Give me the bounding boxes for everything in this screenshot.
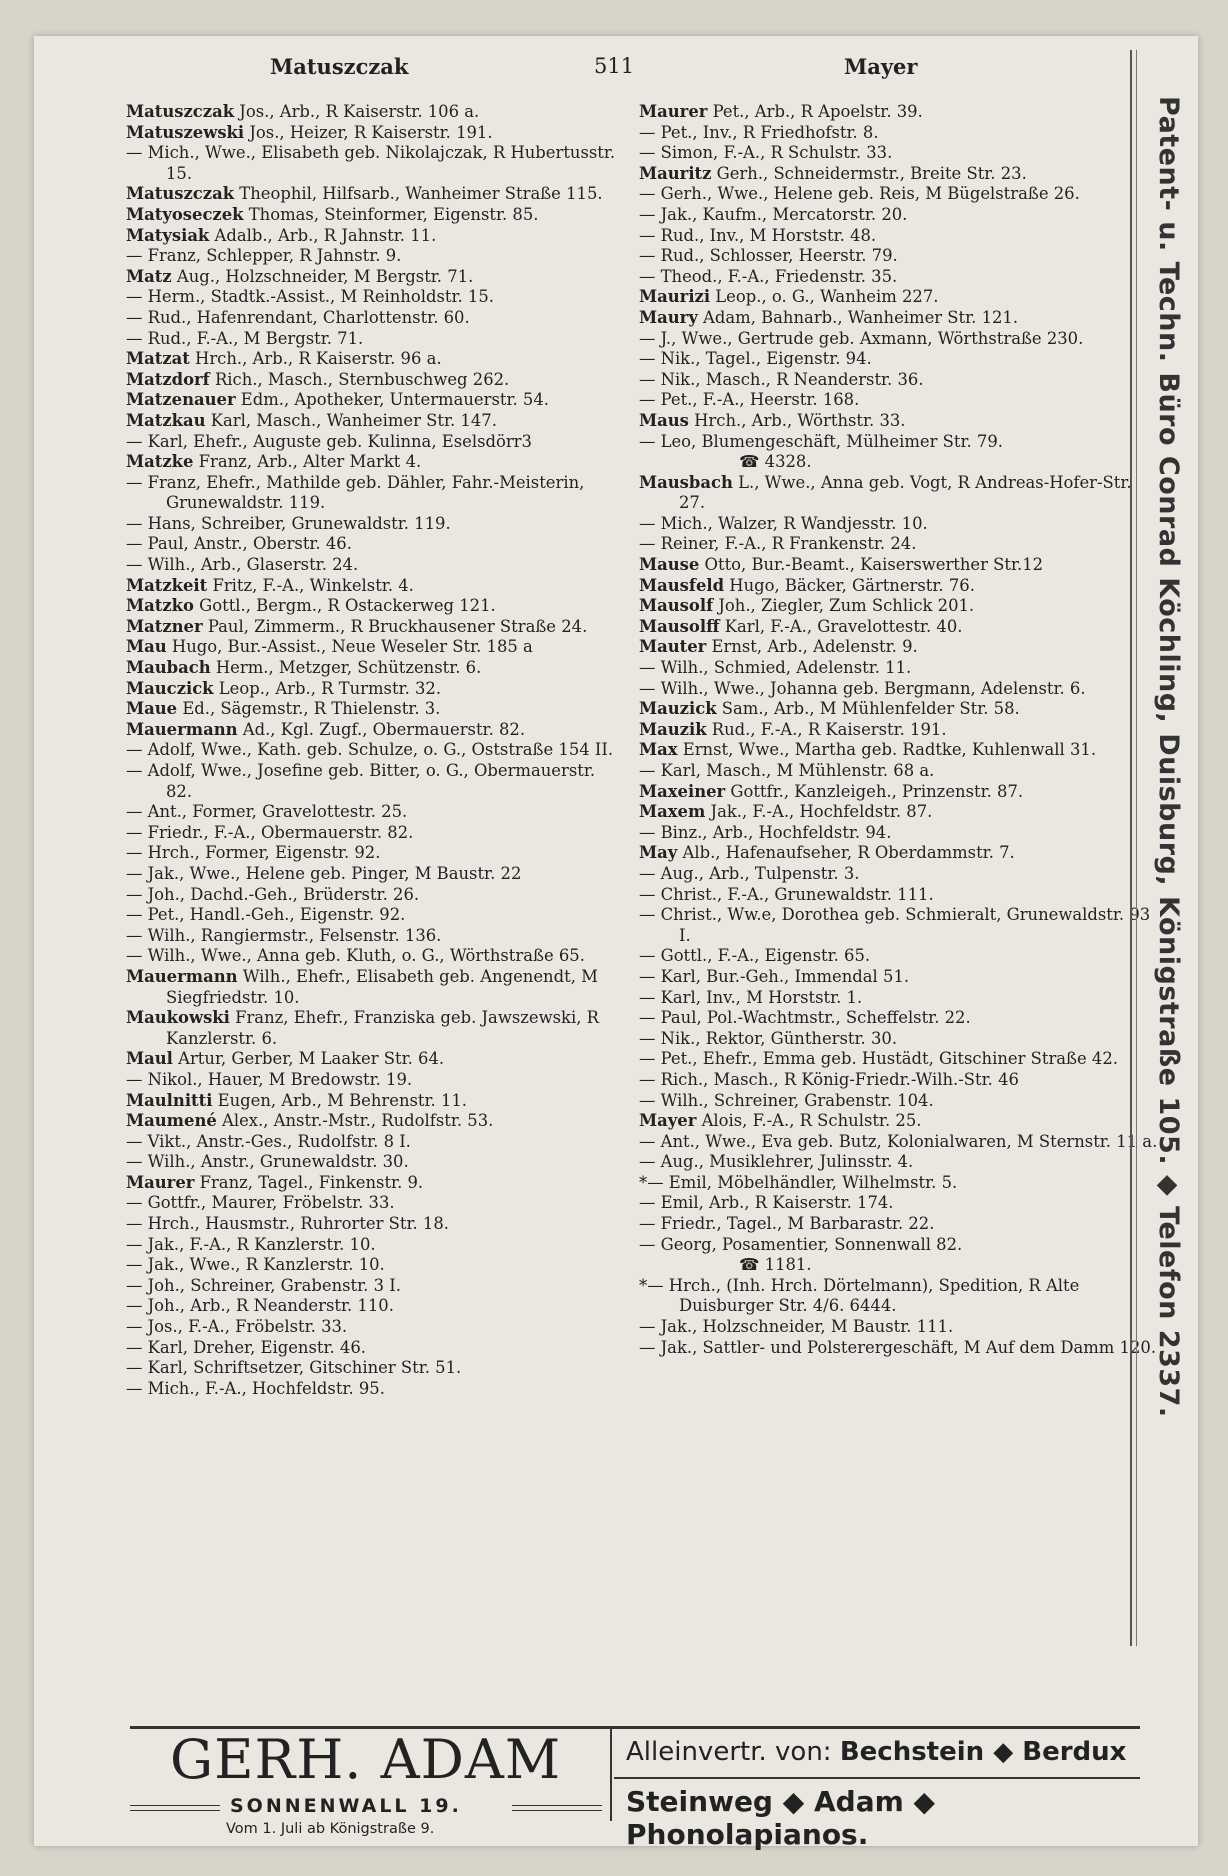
entry-details: — Aug., Arb., Tulpenstr. 3. — [639, 863, 860, 883]
entry-details: Hugo, Bäcker, Gärtnerstr. 76. — [724, 575, 975, 595]
entry-details: Edm., Apotheker, Untermauerstr. 54. — [235, 390, 549, 410]
entry-details: Rud., F.-A., R Kaiserstr. 191. — [706, 719, 947, 739]
entry-details: Leop., Arb., R Turmstr. 32. — [213, 678, 442, 698]
right-entry — [639, 267, 1159, 288]
right-entry — [639, 1049, 1159, 1070]
entry-details: — Gottl., F.-A., Eigenstr. 65. — [639, 946, 871, 966]
entry-details: Ernst, Wwe., Martha geb. Radtke, Kuhlenwall 31. — [677, 740, 1097, 760]
entry-details: Ad., Kgl. Zugf., Obermauerstr. 82. — [237, 719, 526, 739]
entry-details: — Wilh., Schmied, Adelenstr. 11. — [639, 658, 912, 678]
entry-details: — Hrch., Former, Eigenstr. 92. — [126, 843, 381, 863]
entry-details: — Rud., Hafenrendant, Charlottenstr. 60. — [126, 307, 470, 327]
entry-details: L., Wwe., Anna geb. Vogt, R Andreas-Hofer-Str. 27. — [679, 472, 1132, 513]
entry-surname: Matzkau — [126, 410, 206, 430]
entry-surname: Mausolff — [639, 616, 720, 636]
entry-details: Hrch., Arb., R Kaiserstr. 96 a. — [189, 349, 442, 369]
right-entry — [639, 308, 1159, 329]
left-entry — [126, 761, 626, 802]
left-entry — [126, 864, 626, 885]
right-entry — [639, 946, 1159, 967]
entry-details: — Jak., Sattler- und Polsterergeschäft, M Auf dem Damm 120. — [639, 1337, 1157, 1357]
entry-surname: Maus — [639, 410, 689, 430]
entry-details: — Georg, Posamentier, Sonnenwall 82. — [639, 1234, 963, 1254]
double-rule-right — [512, 1805, 602, 1811]
left-entry — [126, 329, 626, 350]
entry-surname: Mausbach — [639, 472, 733, 492]
entry-surname: Matzdorf — [126, 369, 210, 389]
left-entry — [126, 802, 626, 823]
right-entry — [639, 1029, 1159, 1050]
vertical-rule-thin — [1136, 50, 1137, 1646]
right-entry — [639, 864, 1159, 885]
entry-details: — Herm., Stadtk.-Assist., M Reinholdstr. 15. — [126, 287, 494, 307]
left-entry — [126, 1317, 626, 1338]
left-column — [126, 102, 626, 1399]
entry-surname: Maulnitti — [126, 1090, 213, 1110]
right-entry — [639, 1193, 1159, 1214]
entry-surname: Mausfeld — [639, 575, 725, 595]
entry-details: — Paul, Pol.-Wachtmstr., Scheffelstr. 22. — [639, 1008, 971, 1028]
entry-details: — Reiner, F.-A., R Frankenstr. 24. — [639, 534, 917, 554]
entry-details: — Nikol., Hauer, M Bredowstr. 19. — [126, 1069, 413, 1089]
entry-surname: Mausolf — [639, 596, 714, 616]
right-entry — [639, 226, 1159, 247]
entry-details: — Nik., Rektor, Güntherstr. 30. — [639, 1028, 898, 1048]
entry-details: — Rud., Schlosser, Heerstr. 79. — [639, 246, 898, 266]
left-entry — [126, 143, 626, 184]
entry-surname: Mauczick — [126, 678, 214, 698]
entry-surname: Mause — [639, 555, 700, 575]
right-entry — [639, 740, 1159, 761]
right-entry — [639, 596, 1159, 617]
right-entry — [639, 164, 1159, 185]
right-entry — [639, 246, 1159, 267]
entry-details: — Mich., F.-A., Hochfeldstr. 95. — [126, 1378, 385, 1398]
entry-details: — Aug., Musiklehrer, Julinsstr. 4. — [639, 1152, 914, 1172]
entry-details: — Karl, Ehefr., Auguste geb. Kulinna, Eselsdörr3 — [126, 431, 532, 451]
left-entry — [126, 1111, 626, 1132]
entry-details: — Pet., Ehefr., Emma geb. Hustädt, Gitschiner Straße 42. — [639, 1049, 1118, 1069]
right-entry — [639, 411, 1159, 432]
left-entry — [126, 1132, 626, 1153]
entry-details: Hugo, Bur.-Assist., Neue Weseler Str. 185 a — [166, 637, 533, 657]
entry-surname: Maukowski — [126, 1008, 230, 1028]
right-entry — [639, 802, 1159, 823]
entry-surname: Max — [639, 740, 678, 760]
entry-details: Ernst, Arb., Adelenstr. 9. — [706, 637, 918, 657]
left-entry — [126, 184, 626, 205]
entry-details: — Gottfr., Maurer, Fröbelstr. 33. — [126, 1193, 395, 1213]
right-entry — [639, 432, 1159, 453]
entry-details: — Jak., Wwe., R Kanzlerstr. 10. — [126, 1255, 385, 1275]
right-entry — [639, 1070, 1159, 1091]
left-entry — [126, 370, 626, 391]
entry-details: — Friedr., Tagel., M Barbarastr. 22. — [639, 1214, 935, 1234]
company-note: Vom 1. Juli ab Königstraße 9. — [226, 1821, 435, 1837]
right-entry — [639, 184, 1159, 205]
entry-details: — Karl, Schriftsetzer, Gitschiner Str. 51. — [126, 1358, 462, 1378]
entry-details: — Pet., Inv., R Friedhofstr. 8. — [639, 122, 879, 142]
footer-advertisement — [130, 1726, 1140, 1851]
right-entry — [639, 658, 1159, 679]
entry-surname: Mayer — [639, 1111, 697, 1131]
entry-details: — Franz, Ehefr., Mathilde geb. Dähler, Fahr.-Meisterin, Grunewaldstr. 119. — [126, 472, 585, 513]
right-entry — [639, 576, 1159, 597]
entry-details: — Binz., Arb., Hochfeldstr. 94. — [639, 822, 892, 842]
left-entry — [126, 452, 626, 473]
entry-details: Gerh., Schneidermstr., Breite Str. 23. — [711, 163, 1027, 183]
entry-details: Wilh., Ehefr., Elisabeth geb. Angenendt, M Siegfriedstr. 10. — [166, 966, 598, 1007]
entry-details: *— Hrch., (Inh. Hrch. Dörtelmann), Spedition, R Alte Duisburger Str. 4/6. 6444. — [639, 1275, 1080, 1316]
left-entry — [126, 246, 626, 267]
entry-details: — Wilh., Anstr., Grunewaldstr. 30. — [126, 1152, 409, 1172]
left-entry — [126, 308, 626, 329]
right-entry — [639, 1173, 1159, 1194]
right-entry — [639, 823, 1159, 844]
right-entry — [639, 967, 1159, 988]
right-entry — [639, 1111, 1159, 1132]
right-entry — [639, 905, 1159, 946]
left-entry — [126, 1091, 626, 1112]
entry-surname: Maul — [126, 1049, 173, 1069]
entry-surname: Matzat — [126, 349, 190, 369]
right-entry — [639, 1235, 1159, 1256]
entry-details: Franz, Ehefr., Franziska geb. Jawszewski, R Kanzlerstr. 6. — [166, 1008, 599, 1048]
left-entry — [126, 555, 626, 576]
entry-details: 1181. — [764, 1255, 812, 1275]
left-entry — [126, 1338, 626, 1359]
left-entry — [126, 432, 626, 453]
left-entry — [126, 1049, 626, 1070]
entry-details: — Mich., Wwe., Elisabeth geb. Nikolajczak, R Hubertusstr. 15. — [126, 143, 616, 183]
left-entry — [126, 720, 626, 741]
right-entry — [639, 329, 1159, 350]
left-entry — [126, 823, 626, 844]
entry-details: Rich., Masch., Sternbuschweg 262. — [209, 369, 510, 389]
entry-surname: Mauermann — [126, 966, 238, 986]
entry-surname: Matzkeit — [126, 575, 208, 595]
entry-details: — Pet., Handl.-Geh., Eigenstr. 92. — [126, 905, 406, 925]
entry-surname: Matzko — [126, 596, 194, 616]
entry-details: — Nik., Masch., R Neanderstr. 36. — [639, 369, 924, 389]
right-entry — [639, 1255, 1159, 1276]
entry-details: — Jak., Holzschneider, M Baustr. 111. — [639, 1317, 954, 1337]
left-entry — [126, 576, 626, 597]
entry-details: Aug., Holzschneider, M Bergstr. 71. — [171, 266, 474, 286]
right-entry — [639, 637, 1159, 658]
right-entry — [639, 205, 1159, 226]
right-entry — [639, 287, 1159, 308]
entry-details: — Adolf, Wwe., Kath. geb. Schulze, o. G., Oststraße 154 II. — [126, 740, 614, 760]
entry-surname: Maurer — [126, 1172, 195, 1192]
right-entry — [639, 1317, 1159, 1338]
company-address: SONNENWALL 19. — [230, 1795, 462, 1817]
entry-details: Paul, Zimmerm., R Bruckhausener Straße 24. — [202, 616, 588, 636]
right-entry — [639, 761, 1159, 782]
page-number: 511 — [594, 54, 635, 78]
left-entry — [126, 1214, 626, 1235]
entry-surname: Matz — [126, 266, 172, 286]
ad-line-1 — [626, 1737, 1126, 1767]
entry-details: — Joh., Dachd.-Geh., Brüderstr. 26. — [126, 884, 420, 904]
right-entry — [639, 1214, 1159, 1235]
right-column — [639, 102, 1159, 1358]
entry-details: Joh., Ziegler, Zum Schlick 201. — [713, 596, 975, 616]
entry-details: — Gerh., Wwe., Helene geb. Reis, M Bügelstraße 26. — [639, 184, 1080, 204]
left-entry — [126, 267, 626, 288]
entry-details: Karl, Masch., Wanheimer Str. 147. — [205, 410, 497, 430]
entry-surname: Maurer — [639, 102, 708, 121]
entry-details: — Vikt., Anstr.-Ges., Rudolfstr. 8 I. — [126, 1131, 411, 1151]
right-entry — [639, 555, 1159, 576]
entry-surname: Maxeiner — [639, 781, 726, 801]
right-entry — [639, 390, 1159, 411]
entry-details: — Simon, F.-A., R Schulstr. 33. — [639, 143, 893, 163]
left-entry — [126, 102, 626, 123]
entry-surname: Mauzik — [639, 719, 707, 739]
right-entry — [639, 1008, 1159, 1029]
entry-details: — Hans, Schreiber, Grunewaldstr. 119. — [126, 513, 451, 533]
left-entry — [126, 123, 626, 144]
ad-line-2: Steinweg ◆ Adam ◆ Phonolapianos. — [626, 1785, 936, 1851]
left-entry — [126, 514, 626, 535]
entry-details: *— Emil, Möbelhändler, Wilhelmstr. 5. — [639, 1172, 958, 1192]
entry-details: Alois, F.-A., R Schulstr. 25. — [696, 1111, 922, 1131]
telephone-icon: ☎ — [739, 452, 765, 472]
entry-surname: Mau — [126, 637, 167, 657]
ad-line-1-prefix: Alleinvertr. von: — [626, 1737, 840, 1767]
left-entry — [126, 967, 626, 1008]
left-entry — [126, 534, 626, 555]
entry-details: — Theod., F.-A., Friedenstr. 35. — [639, 266, 898, 286]
right-entry — [639, 988, 1159, 1009]
entry-surname: Matuszewski — [126, 122, 245, 142]
entry-surname: Maubach — [126, 658, 211, 678]
header-right: Mayer — [844, 54, 918, 79]
entry-details: — Friedr., F.-A., Obermauerstr. 82. — [126, 822, 414, 842]
right-entry — [639, 123, 1159, 144]
entry-details: — Paul, Anstr., Oberstr. 46. — [126, 534, 352, 554]
directory-page — [34, 36, 1198, 1851]
right-entry — [639, 720, 1159, 741]
entry-details: Gottfr., Kanzleigeh., Prinzenstr. 87. — [725, 781, 1024, 801]
entry-details: — Wilh., Arb., Glaserstr. 24. — [126, 555, 359, 575]
entry-surname: Maurizi — [639, 287, 711, 307]
entry-surname: Mauermann — [126, 719, 238, 739]
entry-surname: Mauzick — [639, 699, 717, 719]
right-entry — [639, 1091, 1159, 1112]
entry-details: — Wilh., Wwe., Anna geb. Kluth, o. G., Wörthstraße 65. — [126, 946, 585, 966]
entry-details: — J., Wwe., Gertrude geb. Axmann, Wörthstraße 230. — [639, 328, 1084, 348]
double-rule-left — [130, 1805, 220, 1811]
entry-details: Adalb., Arb., R Jahnstr. 11. — [209, 225, 437, 245]
entry-surname: Maury — [639, 307, 698, 327]
right-entry — [639, 1276, 1159, 1317]
entry-details: — Rud., Inv., M Horststr. 48. — [639, 225, 877, 245]
entry-surname: Matuszczak — [126, 102, 235, 121]
left-entry — [126, 843, 626, 864]
right-entry — [639, 102, 1159, 123]
entry-details: — Wilh., Wwe., Johanna geb. Bergmann, Adelenstr. 6. — [639, 678, 1086, 698]
left-entry — [126, 226, 626, 247]
entry-details: — Leo, Blumengeschäft, Mülheimer Str. 79. — [639, 431, 1004, 451]
entry-details: — Rud., F.-A., M Bergstr. 71. — [126, 328, 364, 348]
entry-details: Ed., Sägemstr., R Thielenstr. 3. — [177, 699, 441, 719]
entry-details: — Joh., Schreiner, Grabenstr. 3 I. — [126, 1275, 401, 1295]
left-entry — [126, 473, 626, 514]
entry-surname: Mauter — [639, 637, 707, 657]
entry-surname: Matzner — [126, 616, 203, 636]
entry-details: — Ant., Wwe., Eva geb. Butz, Kolonialwaren, M Sternstr. 11 a. — [639, 1131, 1158, 1151]
left-entry — [126, 1235, 626, 1256]
left-entry — [126, 679, 626, 700]
left-entry — [126, 905, 626, 926]
entry-details: Leop., o. G., Wanheim 227. — [710, 287, 939, 307]
footer-hrule — [614, 1777, 1140, 1779]
left-entry — [126, 390, 626, 411]
entry-details: Franz, Tagel., Finkenstr. 9. — [194, 1172, 424, 1192]
entry-details: — Nik., Tagel., Eigenstr. 94. — [639, 349, 872, 369]
entry-details: — Emil, Arb., R Kaiserstr. 174. — [639, 1193, 894, 1213]
entry-details: Pet., Arb., R Apoelstr. 39. — [707, 102, 923, 121]
footer-divider — [610, 1729, 612, 1821]
entry-details: Jos., Arb., R Kaiserstr. 106 a. — [234, 102, 480, 121]
left-entry — [126, 1255, 626, 1276]
left-entry — [126, 205, 626, 226]
entry-details: — Jak., F.-A., R Kanzlerstr. 10. — [126, 1234, 376, 1254]
entry-details: Thomas, Steinformer, Eigenstr. 85. — [243, 204, 539, 224]
entry-surname: Matzke — [126, 452, 194, 472]
entry-details: Adam, Bahnarb., Wanheimer Str. 121. — [697, 307, 1019, 327]
left-entry — [126, 1296, 626, 1317]
right-entry — [639, 452, 1159, 473]
right-entry — [639, 514, 1159, 535]
left-entry — [126, 349, 626, 370]
entry-details: — Karl, Masch., M Mühlenstr. 68 a. — [639, 761, 935, 780]
left-entry — [126, 1008, 626, 1049]
entry-surname: Matyoseczek — [126, 204, 244, 224]
right-entry — [639, 699, 1159, 720]
entry-surname: Matuszczak — [126, 184, 235, 204]
left-entry — [126, 1173, 626, 1194]
left-entry — [126, 617, 626, 638]
entry-details: Eugen, Arb., M Behrenstr. 11. — [212, 1090, 468, 1110]
entry-surname: Maue — [126, 699, 178, 719]
left-entry — [126, 1358, 626, 1379]
left-entry — [126, 596, 626, 617]
entry-details: Otto, Bur.-Beamt., Kaiserswerther Str.12 — [699, 555, 1044, 575]
entry-surname: Matysiak — [126, 225, 210, 245]
side-ad-text: Patent- u. Techn. Büro Conrad Köchling, Duisburg, Königstraße 105. ◆ Telefon 2337. — [1153, 96, 1184, 1418]
entry-surname: May — [639, 843, 678, 863]
entry-surname: Mauritz — [639, 163, 712, 183]
right-entry — [639, 679, 1159, 700]
entry-details: — Wilh., Schreiner, Grabenstr. 104. — [639, 1090, 934, 1110]
entry-details: Hrch., Arb., Wörthstr. 33. — [688, 410, 906, 430]
entry-details: — Ant., Former, Gravelottestr. 25. — [126, 802, 408, 822]
left-entry — [126, 637, 626, 658]
right-entry — [639, 473, 1159, 514]
left-entry — [126, 740, 626, 761]
left-entry — [126, 926, 626, 947]
left-entry — [126, 658, 626, 679]
entry-details: — Rich., Masch., R König-Friedr.-Wilh.-Str. 46 — [639, 1069, 1019, 1089]
entry-details: Theophil, Hilfsarb., Wanheimer Straße 115. — [234, 184, 603, 204]
entry-details: — Karl, Inv., M Horststr. 1. — [639, 987, 863, 1007]
entry-details: — Mich., Walzer, R Wandjesstr. 10. — [639, 513, 928, 533]
entry-details: Alex., Anstr.-Mstr., Rudolfstr. 53. — [216, 1111, 494, 1131]
entry-details: — Jak., Kaufm., Mercatorstr. 20. — [639, 204, 908, 224]
left-entry — [126, 885, 626, 906]
right-entry — [639, 1152, 1159, 1173]
entry-details: Jak., F.-A., Hochfeldstr. 87. — [705, 802, 933, 822]
entry-details: — Jos., F.-A., Fröbelstr. 33. — [126, 1317, 348, 1337]
entry-details: Franz, Arb., Alter Markt 4. — [193, 452, 422, 472]
right-entry — [639, 1132, 1159, 1153]
left-entry — [126, 411, 626, 432]
entry-details: — Franz, Schlepper, R Jahnstr. 9. — [126, 246, 402, 266]
entry-details: Artur, Gerber, M Laaker Str. 64. — [172, 1049, 445, 1069]
entry-details: — Christ., Ww.e, Dorothea geb. Schmieralt, Grunewaldstr. 93 I. — [639, 905, 1151, 945]
entry-surname: Maxem — [639, 802, 706, 822]
entry-details: Sam., Arb., M Mühlenfelder Str. 58. — [716, 699, 1020, 719]
right-entry — [639, 143, 1159, 164]
entry-details: — Pet., F.-A., Heerstr. 168. — [639, 390, 860, 410]
left-entry — [126, 699, 626, 720]
header-left: Matuszczak — [270, 54, 409, 79]
right-entry — [639, 885, 1159, 906]
entry-details: — Adolf, Wwe., Josefine geb. Bitter, o. G., Obermauerstr. 82. — [126, 761, 596, 801]
telephone-icon: ☎ — [739, 1255, 765, 1275]
left-entry — [126, 1276, 626, 1297]
right-entry — [639, 843, 1159, 864]
entry-surname: Matzenauer — [126, 390, 236, 410]
right-entry — [639, 370, 1159, 391]
entry-details: — Christ., F.-A., Grunewaldstr. 111. — [639, 884, 934, 904]
entry-surname: Maumené — [126, 1111, 217, 1131]
entry-details: Fritz, F.-A., Winkelstr. 4. — [207, 575, 414, 595]
entry-details: Herm., Metzger, Schützenstr. 6. — [210, 658, 482, 678]
right-entry — [639, 534, 1159, 555]
left-entry — [126, 1193, 626, 1214]
left-entry — [126, 1152, 626, 1173]
entry-details: Karl, F.-A., Gravelottestr. 40. — [719, 616, 963, 636]
right-entry — [639, 1338, 1159, 1359]
right-entry — [639, 782, 1159, 803]
entry-details: — Karl, Dreher, Eigenstr. 46. — [126, 1337, 366, 1357]
ad-line-1-brands: Bechstein ◆ Berdux — [839, 1737, 1127, 1767]
entry-details: — Wilh., Rangiermstr., Felsenstr. 136. — [126, 925, 442, 945]
entry-details: — Joh., Arb., R Neanderstr. 110. — [126, 1296, 394, 1316]
left-entry — [126, 1379, 626, 1400]
entry-details: — Hrch., Hausmstr., Ruhrorter Str. 18. — [126, 1214, 449, 1234]
left-entry — [126, 946, 626, 967]
vertical-rule — [1130, 50, 1132, 1646]
right-entry — [639, 349, 1159, 370]
entry-details: Gottl., Bergm., R Ostackerweg 121. — [193, 596, 496, 616]
company-name: GERH. ADAM — [170, 1728, 562, 1791]
left-entry — [126, 287, 626, 308]
right-entry — [639, 617, 1159, 638]
entry-details: Alb., Hafenaufseher, R Oberdammstr. 7. — [677, 843, 1015, 863]
entry-details: — Karl, Bur.-Geh., Immendal 51. — [639, 966, 910, 986]
entry-details: 4328. — [764, 452, 812, 472]
left-entry — [126, 1070, 626, 1091]
entry-details: — Jak., Wwe., Helene geb. Pinger, M Baustr. 22 — [126, 863, 522, 883]
entry-details: Jos., Heizer, R Kaiserstr. 191. — [244, 122, 493, 142]
